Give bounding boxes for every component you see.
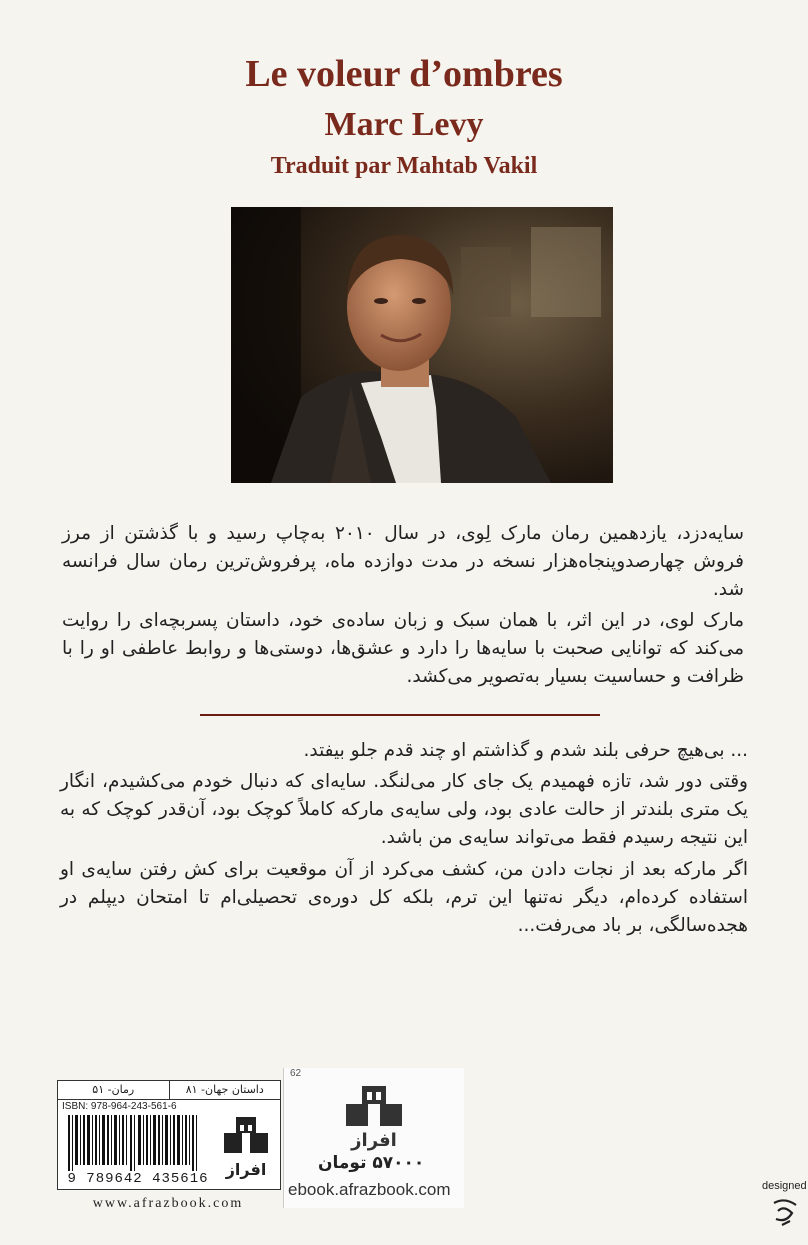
- publisher-logo-large-text: افراز: [351, 1130, 397, 1151]
- publisher-logo-large: [334, 1086, 414, 1152]
- designer-signature: [770, 1195, 800, 1229]
- book-title: Le voleur d’ombres: [245, 53, 563, 95]
- sticker-code: 62: [290, 1068, 302, 1079]
- price-sticker: [283, 1068, 464, 1208]
- ebook-website[interactable]: ebook.afrazbook.com: [288, 1180, 451, 1199]
- excerpt-paragraph-3: اگر مارکه بعد از نجات دادن من، کشف می‌کرد از آن موقعیت برای کش رفتن سایه‌ی او استفاده کرده‌ام، دیگر نه‌تنها این ترم، بلکه کل دوره‌ی تحصیلی‌ام تا امتحان دیپلم در هجده‌سالگی، بر باد می‌رفت...: [60, 859, 748, 936]
- publisher-logo-small: [218, 1115, 274, 1185]
- barcode-number: 9 789642 435616: [67, 1171, 209, 1187]
- series-world-fiction: داستان جهان- ۸۱: [185, 1083, 264, 1096]
- author-name: Marc Levy: [324, 106, 484, 143]
- excerpt-line-1: ... بی‌هیچ حرفی بلند شدم و گذاشتم او چند قدم جلو بیفتد.: [303, 740, 748, 761]
- isbn-text: ISBN: 978-964-243-561-6: [62, 1101, 177, 1112]
- series-novel: رمان- ۵۱: [58, 1081, 170, 1099]
- price-text: ۵۷۰۰۰ تومان: [318, 1153, 425, 1173]
- publisher-website[interactable]: www.afrazbook.com: [92, 1196, 244, 1211]
- series-row: [58, 1081, 280, 1100]
- synopsis-paragraph-1: سایه‌دزد، یازدهمین رمان مارک لِوی، در سال ۲۰۱۰ به‌چاپ رسید و با گذشتن از مرز فروش چهارصدوپنجاه‌هزار نسخه در مدت دوازده ماه، پرفروش‌ترین رمان سال فرانسه شد.: [62, 523, 744, 600]
- designed-credit: designed: [762, 1180, 807, 1192]
- barcode: [64, 1115, 214, 1171]
- excerpt-paragraph-2: وقتی دور شد، تازه فهمیدم یک جای کار می‌لنگد. سایه‌ای که دنبال خودم می‌کشیدم، انگار یک متری بلندتر از حالت عادی بود، ولی سایه‌ی مارکه کاملاً کوچک بود، آن‌قدر کوچک که به این نتیجه رسیدم فقط می‌تواند سایه‌ی من باشد.: [60, 771, 748, 848]
- translator-credit: Traduit par Mahtab Vakil: [270, 153, 538, 179]
- author-photo: [231, 207, 613, 483]
- section-divider: [200, 714, 600, 716]
- synopsis-paragraph-2: مارک لوی، در این اثر، با همان سبک و زبان ساده‌ی خود، داستان پسربچه‌ای را روایت می‌کند که توانایی صحبت با سایه‌ها را دارد و عشق‌ها، دوستی‌ها و روابط عاطفی او را با ظرافت و حساسیت بسیار به‌تصویر می‌کشد.: [62, 610, 744, 687]
- publisher-logo-text: افراز: [225, 1160, 267, 1179]
- isbn-label: [57, 1080, 281, 1190]
